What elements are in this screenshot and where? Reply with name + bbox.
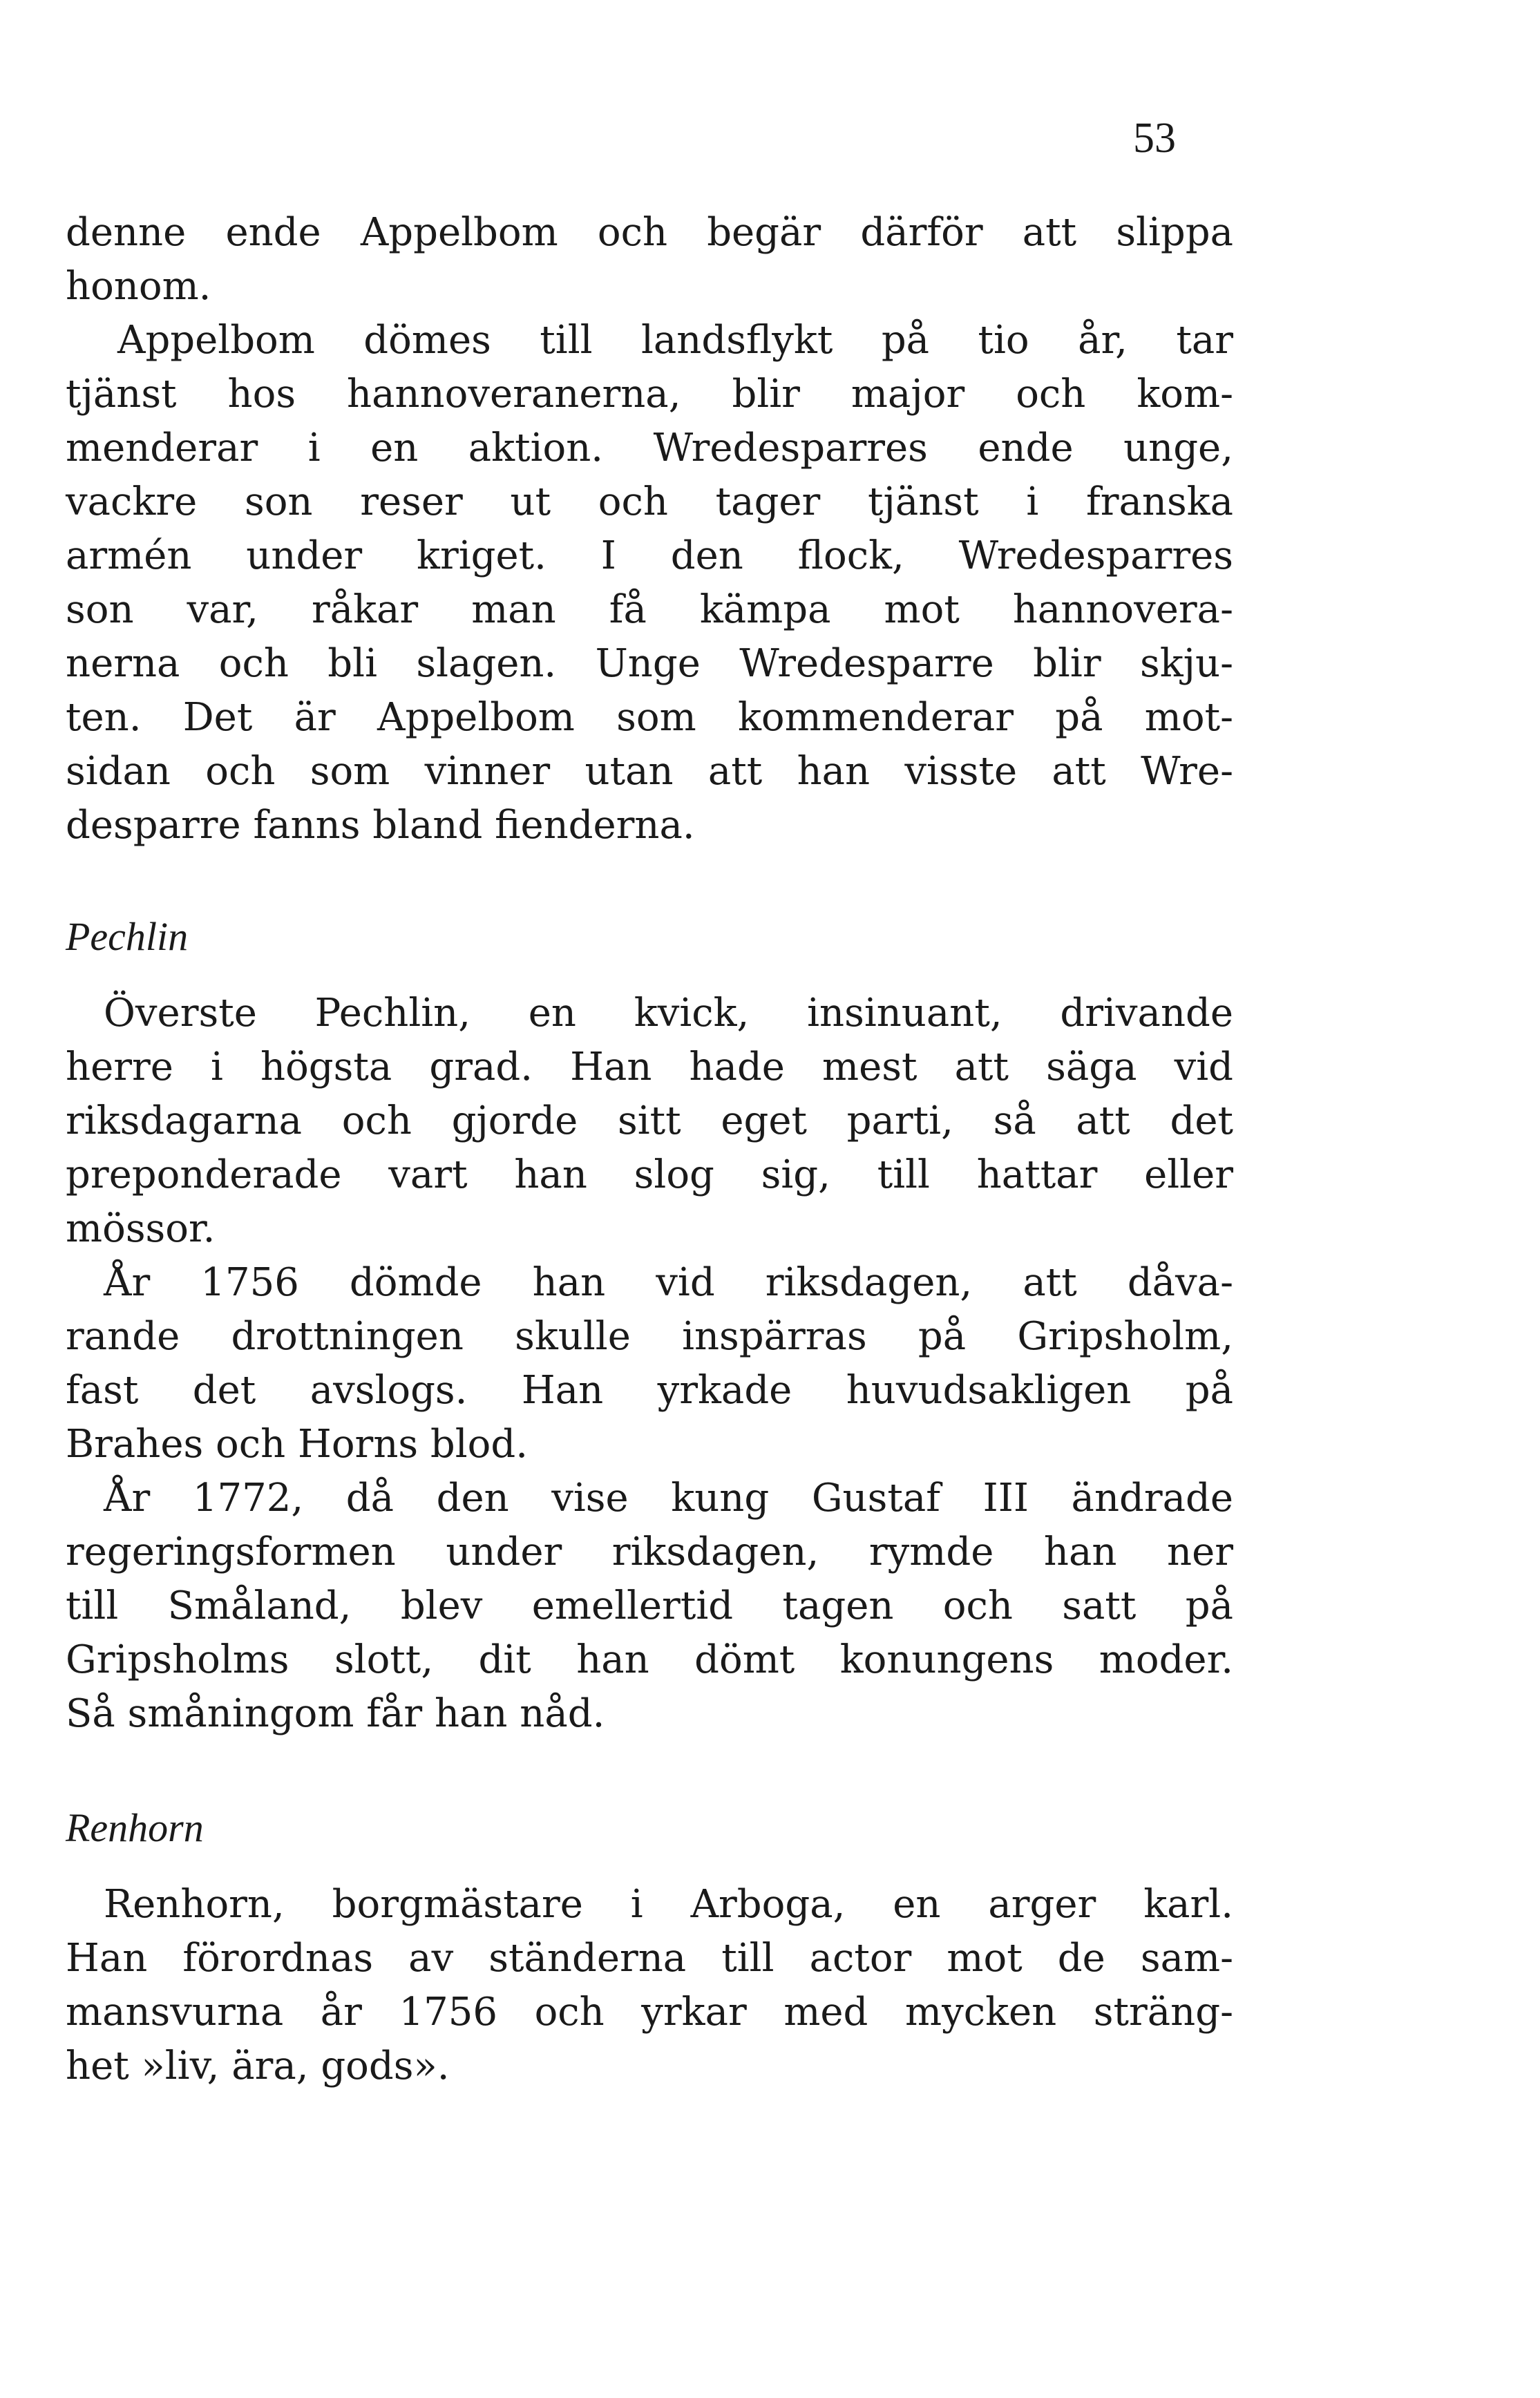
text-line: mössor.	[66, 1206, 216, 1251]
text-line: preponderade vart han slog sig, till hattar eller	[66, 1152, 1233, 1197]
text-line: rande drottningen skulle inspärras på Gripsholm,	[66, 1314, 1233, 1359]
text-line: menderar i en aktion. Wredesparres ende unge,	[66, 426, 1233, 470]
renhorn-text-block	[66, 1878, 1233, 2093]
text-line: Brahes och Horns blod.	[66, 1422, 529, 1467]
text-line: son var, råkar man få kämpa mot hannovera-	[66, 587, 1233, 632]
text-line: mansvurna år 1756 och yrkar med mycken sträng-	[66, 1990, 1233, 2035]
text-line: Överste Pechlin, en kvick, insinuant, drivande	[104, 991, 1233, 1036]
text-line: herre i högsta grad. Han hade mest att säga vid	[66, 1045, 1233, 1089]
text-line: tjänst hos hannoveranerna, blir major och kom-	[66, 372, 1233, 417]
text-line: desparre fanns bland fienderna.	[66, 803, 695, 848]
text-line: sidan och som vinner utan att han visste att Wre-	[66, 749, 1233, 794]
text-line: denne ende Appelbom och begär därför att slippa	[66, 210, 1233, 255]
text-line: vackre son reser ut och tager tjänst i franska	[66, 479, 1233, 524]
pechlin-text-block	[66, 987, 1233, 1741]
text-line: het »liv, ära, gods».	[66, 2044, 450, 2088]
text-line: nerna och bli slagen. Unge Wredesparre blir skju-	[66, 641, 1233, 686]
text-line: fast det avslogs. Han yrkade huvudsakligen på	[66, 1368, 1233, 1413]
text-line: Gripsholms slott, dit han dömt konungens moder.	[66, 1637, 1233, 1682]
text-line: riksdagarna och gjorde sitt eget parti, så att det	[66, 1098, 1233, 1143]
page-number: 53	[1133, 115, 1176, 162]
text-line: År 1772, då den vise kung Gustaf III ändrade	[104, 1476, 1233, 1521]
section-heading-renhorn: Renhorn	[66, 1805, 204, 1850]
text-line: Så småningom får han nåd.	[66, 1691, 605, 1736]
text-line: År 1756 dömde han vid riksdagen, att dåva-	[104, 1260, 1233, 1305]
text-line: till Småland, blev emellertid tagen och satt på	[66, 1583, 1233, 1628]
text-line: Renhorn, borgmästare i Arboga, en arger karl.	[104, 1882, 1233, 1927]
text-line: honom.	[66, 264, 211, 309]
text-line: armén under kriget. I den flock, Wredesparres	[66, 533, 1233, 578]
text-line: Appelbom dömes till landsflykt på tio år, tar	[117, 318, 1233, 363]
opening-text-block	[66, 206, 1233, 853]
text-line: Han förordnas av ständerna till actor mot de sam-	[66, 1936, 1233, 1981]
text-line: regeringsformen under riksdagen, rymde han ner	[66, 1530, 1233, 1574]
text-line: ten. Det är Appelbom som kommenderar på mot-	[66, 695, 1233, 740]
section-heading-pechlin: Pechlin	[66, 914, 189, 959]
